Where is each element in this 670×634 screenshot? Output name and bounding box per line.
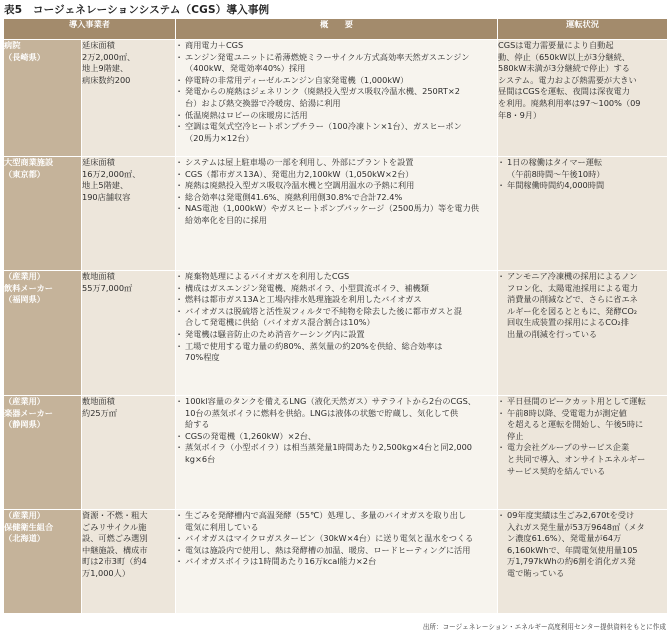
category-line: （福岡県） (4, 294, 45, 305)
status-line: ・ 1日の稼働はタイマー運転 (507, 157, 603, 167)
status-line: ・ 平日昼間のピークカット用として運転 (507, 396, 646, 406)
scale-line: 55万7,000㎡ (82, 282, 133, 293)
status-line: と共同で導入、オンサイトエネルギー (507, 453, 646, 464)
overview-line: ・ 電気は施設内で使用し、熱は発酵槽の加温、暖房、ロードヒーティングに活用 (185, 544, 471, 555)
overview-item (176, 556, 497, 568)
scale-line: 敷地面積 (82, 271, 115, 281)
status-line: ・ 午前8時以降、受電電力が測定値 (507, 407, 627, 418)
overview-line: 電気に利用している (185, 521, 259, 532)
overview-cell (176, 271, 498, 396)
overview-cell (176, 510, 498, 614)
table-header-row (4, 19, 668, 40)
status-item (498, 396, 667, 408)
table-title: 表5 コージェネレーションシステム（CGS）導入事例 (4, 4, 270, 16)
status-line: フロン化、太陽電池採用による電力 (507, 282, 639, 293)
table-row (4, 157, 668, 271)
overview-line: ・ バイオガスは脱硫塔と活性炭フィルタで不純物を除去した後に都市ガスと混 (185, 305, 462, 316)
overview-line: ・ 発電からの廃熱はジェネリンク（廃熱投入型ガス吸収冷温水機、250RT×2 (185, 86, 460, 97)
overview-line: ・ CGS（都市ガス13A）、発電出力2,100kW（1,050kW×2台） (185, 168, 414, 179)
business-scale (82, 396, 176, 510)
scale-line: 地上9階建、 (82, 63, 129, 74)
overview-line: ・ 蒸気ボイラ（小型ボイラ）は相当蒸発量1時間あたり2,500kg×4台と同2,000 (185, 442, 472, 453)
status-item (498, 510, 667, 580)
status-line: ・ 年間稼働時間約4,000時間 (507, 180, 605, 191)
category-line: 大型商業施設 (4, 157, 54, 167)
business-category (4, 510, 82, 614)
table-row (4, 510, 668, 614)
status-cell (498, 40, 668, 157)
status-line: 昼間はCGSを運転、夜間は深夜電力 (498, 86, 630, 97)
scale-line: ごみリサイクル施 (82, 521, 147, 532)
status-line: 出量の削減を行っている (507, 328, 598, 339)
overview-line: kg×6台 (185, 453, 216, 464)
status-cell (498, 396, 668, 510)
scale-line: 資源・不燃・粗大 (82, 510, 148, 520)
business-scale (82, 271, 176, 396)
overview-line: ・ 総合効率は発電側41.6%、廃熱利用側30.8%で合計72.4% (185, 191, 403, 202)
overview-line: （20馬力×12台） (185, 132, 254, 143)
status-line: 6,160kWhで、年間電気使用量105 (507, 544, 638, 555)
scale-line: 病床数約200 (82, 74, 131, 85)
category-line: 楽器メーカー (4, 407, 53, 418)
overview-line: ・ CGSの発電機（1,260kW）×2台、 (185, 430, 317, 441)
overview-item (176, 75, 497, 87)
status-list (498, 271, 667, 341)
overview-line: 70%程度 (185, 352, 220, 363)
overview-list (176, 40, 497, 144)
overview-line: ・ エンジン発電ユニットに希薄燃焼ミラーサイクル方式高効率天然ガスエンジン (185, 51, 470, 62)
header-status: 運転状況 (498, 19, 668, 40)
status-line: を利用。廃熱利用率は97〜100%（09 (498, 97, 641, 108)
overview-cell (176, 40, 498, 157)
overview-item (176, 396, 497, 431)
overview-list (176, 271, 497, 364)
scale-line: 万1,000人） (82, 567, 131, 578)
category-line: （産業用） (4, 271, 45, 281)
table-row (4, 396, 668, 510)
overview-item (176, 40, 497, 52)
business-category (4, 157, 82, 271)
scale-line: 190店舗収容 (82, 191, 131, 202)
header-business: 導入事業者 (4, 19, 176, 40)
table-row (4, 40, 668, 157)
overview-item (176, 86, 497, 109)
business-scale (82, 510, 176, 614)
overview-line: ・ システムは屋上駐車場の一部を利用し、外部にプラントを設置 (185, 157, 414, 167)
scale-line: 延床面積 (82, 40, 115, 50)
status-list (498, 396, 667, 477)
overview-item (176, 294, 497, 306)
overview-list (176, 157, 497, 227)
status-cell (498, 510, 668, 614)
overview-line: ・ 生ごみを発酵槽内で高温発酵（55℃）処理し、多量のバイオガスを取り出し (185, 510, 467, 520)
overview-item (176, 545, 497, 557)
status-cell (498, 271, 668, 396)
scale-line: 約25万㎡ (82, 407, 117, 418)
status-line: 消費量の削減などで、さらに省エネ (507, 294, 638, 305)
business-category (4, 396, 82, 510)
status-line: 年8・9月） (498, 109, 542, 120)
overview-line: （400kW、発電効率40%）採用 (185, 63, 306, 74)
status-line: 580kW未満が3分継続で停止）する (498, 63, 630, 74)
overview-line: ・ 100kl容量のタンクを備えるLNG（液化天然ガス）サテライトから2台のCGS、 (185, 396, 476, 406)
source-note: 出所：コージェネレーション・エネルギー高度利用センター提供資料をもとに作成 (422, 623, 666, 631)
overview-line: ・ バイオガスボイラは1時間あたり16万kcal能力×2台 (185, 556, 377, 567)
overview-item (176, 431, 497, 443)
scale-line: 2万2,000㎡、 (82, 51, 136, 62)
overview-item (176, 329, 497, 341)
overview-line: ・ 廃棄物処理によるバイオガスを利用したCGS (185, 271, 350, 281)
category-line: 病院 (4, 40, 21, 50)
overview-item (176, 271, 497, 283)
overview-item (176, 283, 497, 295)
overview-line: 給効率化を目的に採用 (185, 214, 267, 225)
status-line: （午前8時間〜午後10時） (507, 168, 605, 179)
table-row (4, 271, 668, 396)
status-line: システム。電力および熱需要が大きい (498, 74, 637, 85)
overview-line: ・ 燃料は都市ガス13Aと工場内排水処理施設を利用したバイオガス (185, 294, 422, 305)
header-overview: 概 要 (176, 19, 498, 40)
status-cell (498, 157, 668, 271)
category-line: 飲料メーカー (4, 282, 53, 293)
category-line: （北海道） (4, 533, 45, 544)
overview-item (176, 121, 497, 144)
overview-line: ・ 発電機は騒音防止のため消音ケーシング内に設置 (185, 328, 365, 339)
status-line: ・ 電力会社グループのサービス企業 (507, 442, 630, 453)
category-line: （長崎県） (4, 51, 45, 62)
overview-line: ・ 工場で使用する電力量の約80%、蒸気量の約20%を供給、総合効率は (185, 340, 443, 351)
overview-item (176, 341, 497, 364)
overview-cell (176, 157, 498, 271)
business-category (4, 271, 82, 396)
status-line: 入れガス発生量が53万9648㎥（メタ (507, 521, 645, 532)
status-line: 万1,797kWhの約6割を消化ガス発 (507, 556, 636, 567)
overview-item (176, 157, 497, 169)
cgs-table (3, 18, 668, 614)
overview-item (176, 306, 497, 329)
status-list (498, 157, 667, 192)
category-line: （静岡県） (4, 419, 45, 430)
scale-line: 地上5階建、 (82, 180, 129, 191)
status-line: CGSは電力需要量により自動起 (498, 40, 614, 50)
overview-item (176, 110, 497, 122)
overview-line: ・ バイオガスはマイクロガスタービン（30kW×4台）に送り電気と温水をつくる (185, 533, 474, 544)
overview-cell (176, 396, 498, 510)
status-line: サービス契約を結んでいる (507, 465, 606, 476)
overview-line: ・ 商用電力＋CGS (185, 40, 244, 50)
overview-line: ・ NAS電池（1,000kW）やガスヒートポンプパッケージ（2500馬力）等を電力供 (185, 203, 479, 214)
overview-line: ・ 構成はガスエンジン発電機、廃熱ボイラ、小型貫流ボイラ、補機類 (185, 282, 429, 293)
overview-list (176, 396, 497, 466)
scale-line: 設、可燃ごみ選別 (82, 533, 148, 544)
status-line: を超えると運転を開始し、午後5時に (507, 419, 644, 430)
scale-line: 町は2市3町（約4 (82, 556, 147, 567)
category-line: （産業用） (4, 510, 45, 520)
status-item (498, 180, 667, 192)
scale-line: 敷地面積 (82, 396, 115, 406)
overview-item (176, 169, 497, 181)
scale-line: 16万2,000㎡、 (82, 168, 141, 179)
overview-line: 合して発電機に供給（バイオガス混合割合は10%） (185, 317, 375, 328)
overview-line: 台）および熱交換器で冷暖房、給湯に利用 (185, 97, 341, 108)
status-item (498, 442, 667, 477)
business-scale (82, 40, 176, 157)
status-text (498, 40, 667, 121)
category-line: （東京都） (4, 168, 45, 179)
overview-line: ・ 低温廃熱はロビーの床暖房に活用 (185, 109, 308, 120)
overview-item (176, 510, 497, 533)
overview-line: 給する (185, 419, 210, 430)
status-list (498, 510, 667, 580)
status-line: ・ アンモニア冷凍機の採用によるノン (507, 271, 638, 281)
overview-item (176, 203, 497, 226)
category-line: 保健衛生組合 (4, 521, 54, 532)
overview-item (176, 180, 497, 192)
status-line: 回収生成装置の採用によるCO₂排 (507, 317, 629, 328)
status-line: ・ 09年度実績は生ごみ2,670tを受け (507, 510, 635, 520)
status-line: 電で賄っている (507, 567, 565, 578)
status-item (498, 271, 667, 341)
status-line: ン濃度61.6%）、発電量が64万 (507, 533, 622, 544)
status-item (498, 408, 667, 443)
overview-item (176, 533, 497, 545)
overview-line: ・ 停電時の非常用ディーゼルエンジン自家発電機（1,000kW） (185, 74, 409, 85)
category-line: （産業用） (4, 396, 45, 406)
status-line: ルギー化を図るとともに、発酵CO₂ (507, 305, 638, 316)
scale-line: 中継施設、構成市 (82, 544, 148, 555)
overview-line: 10台の蒸気ボイラに燃料を供給。LNGは液体の状態で貯蔵し、気化して供 (185, 407, 459, 418)
overview-item (176, 192, 497, 204)
overview-line: ・ 廃熱は廃熱投入型ガス吸収冷温水機と空調用温水の予熱に利用 (185, 180, 415, 191)
overview-item (176, 442, 497, 465)
status-line: 動、停止（650kW以上が3分継続、 (498, 51, 630, 62)
business-scale (82, 157, 176, 271)
scale-line: 延床面積 (82, 157, 115, 167)
status-line: 停止 (507, 430, 524, 441)
overview-line: ・ 空調は電気式空冷ヒートポンプチラー（100冷凍トン×1台）、ガスヒーポン (185, 121, 462, 132)
overview-item (176, 52, 497, 75)
status-item (498, 157, 667, 180)
business-category (4, 40, 82, 157)
overview-list (176, 510, 497, 568)
